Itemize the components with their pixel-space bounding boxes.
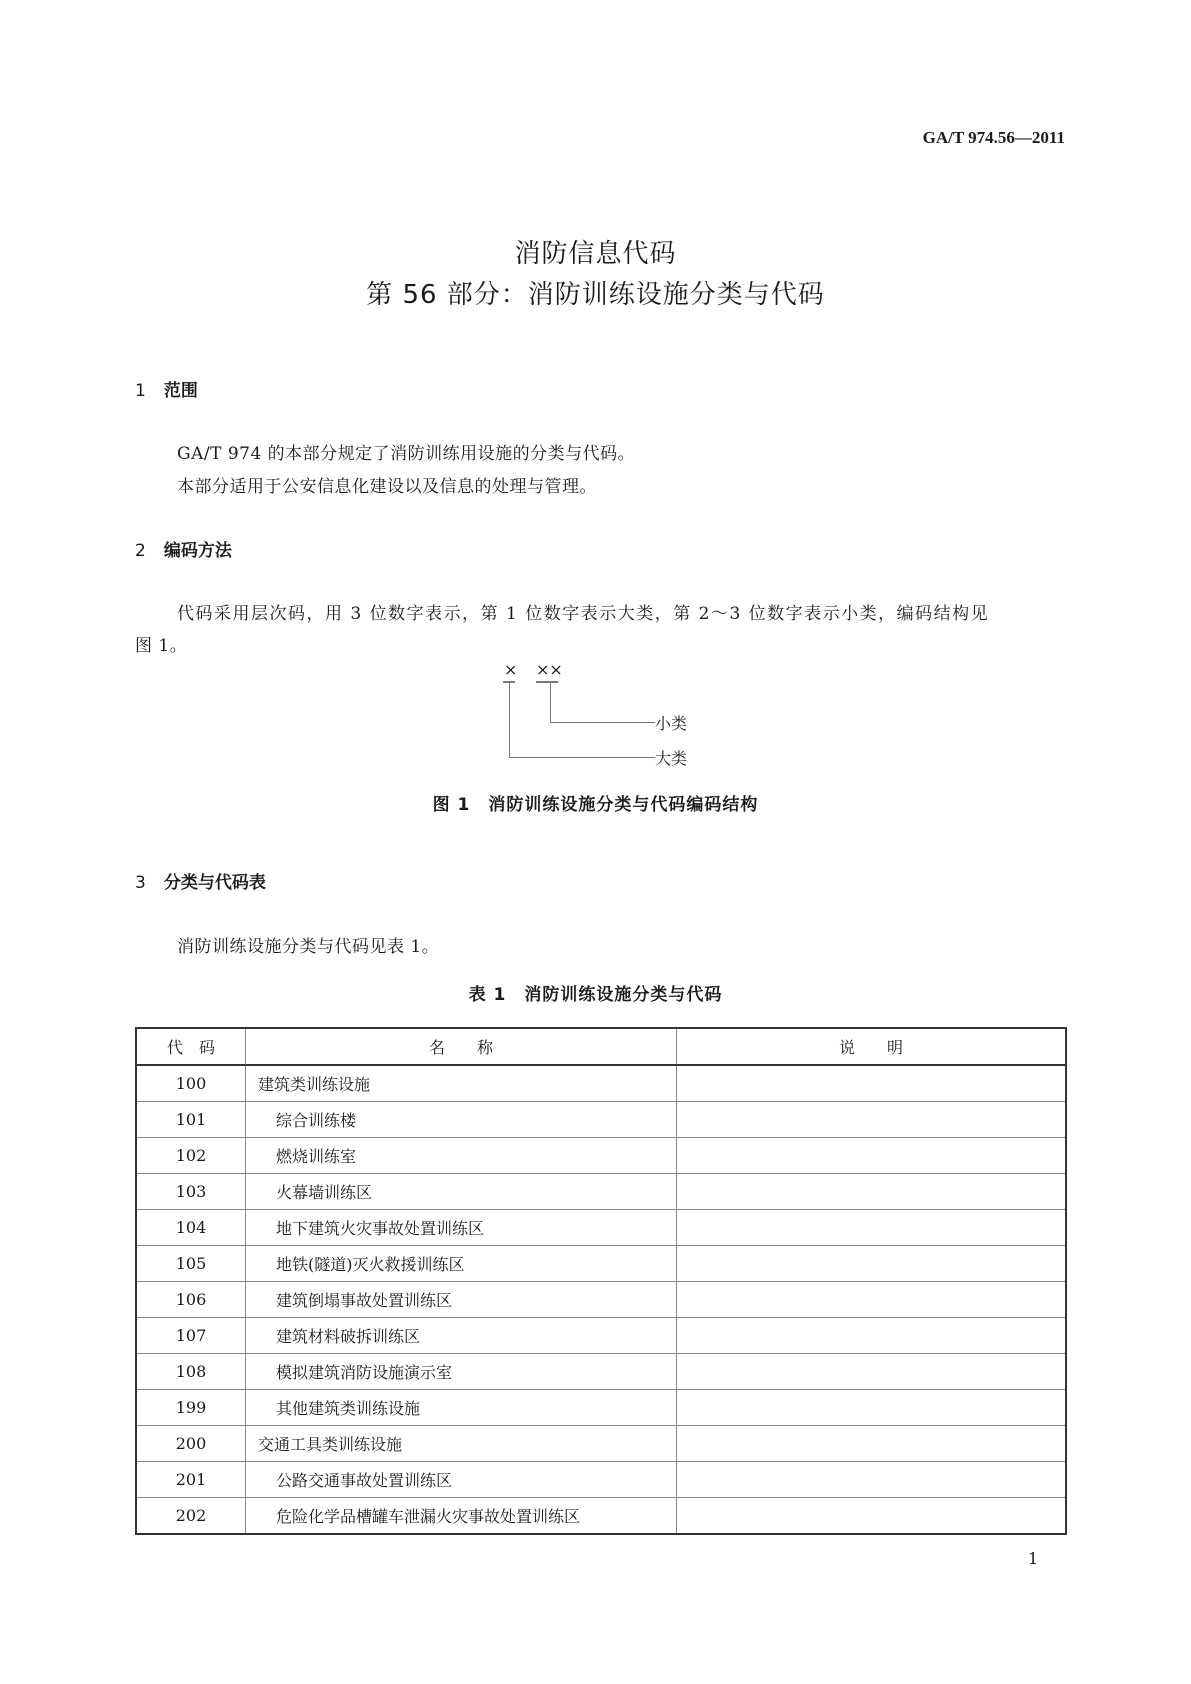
table-row (136, 1318, 1066, 1354)
code-cell: 200 (136, 1426, 246, 1462)
title-line-1: 消防信息代码 (514, 239, 677, 269)
paragraph: 本部分适用于公安信息化建设以及信息的处理与管理。 (177, 477, 597, 497)
table-row (136, 1102, 1066, 1138)
document-code: GA/T 974.56—2011 (922, 128, 1065, 147)
table-row (136, 1246, 1066, 1282)
note-cell (677, 1318, 1067, 1354)
paragraph: 代码采用层次码，用 3 位数字表示，第 1 位数字表示大类，第 2～3 位数字表示小类，编码结构见 (177, 604, 990, 624)
code-cell: 100 (136, 1065, 246, 1102)
note-cell (677, 1354, 1067, 1390)
section-title: 编码方法 (163, 541, 232, 561)
table-caption: 表 1 消防训练设施分类与代码 (468, 985, 723, 1005)
code-cell: 103 (136, 1174, 246, 1210)
figure-caption: 图 1 消防训练设施分类与代码编码结构 (432, 795, 759, 815)
name-cell: 公路交通事故处置训练区 (246, 1462, 677, 1498)
name-cell: 危险化学品槽罐车泄漏火灾事故处置训练区 (246, 1498, 677, 1535)
code-cell: 106 (136, 1282, 246, 1318)
header-code: 代 码 (136, 1028, 246, 1065)
major-class-label: 大类 (655, 749, 688, 768)
paragraph: 图 1。 (135, 636, 188, 656)
code-cell: 101 (136, 1102, 246, 1138)
table-row (136, 1390, 1066, 1426)
minor-class-label: 小类 (655, 714, 688, 733)
minor-digit-mark: ×× (536, 660, 563, 679)
table-row (136, 1174, 1066, 1210)
section-title: 范围 (163, 381, 198, 401)
name-cell: 火幕墙训练区 (246, 1174, 677, 1210)
section-2-heading (135, 536, 232, 561)
section-number: 1 (135, 381, 146, 401)
table-row (136, 1498, 1066, 1535)
section-1-heading (135, 376, 198, 401)
note-cell (677, 1498, 1067, 1535)
note-cell (677, 1065, 1067, 1102)
section-title: 分类与代码表 (163, 873, 266, 893)
paragraph: GA/T 974 的本部分规定了消防训练用设施的分类与代码。 (177, 444, 636, 464)
note-cell (677, 1282, 1067, 1318)
name-cell: 交通工具类训练设施 (246, 1426, 677, 1462)
header-note: 说 明 (677, 1028, 1067, 1065)
name-cell: 建筑材料破拆训练区 (246, 1318, 677, 1354)
code-cell: 201 (136, 1462, 246, 1498)
code-cell: 202 (136, 1498, 246, 1535)
table-row (136, 1462, 1066, 1498)
section-number: 2 (135, 541, 146, 561)
note-cell (677, 1390, 1067, 1426)
name-cell: 建筑倒塌事故处置训练区 (246, 1282, 677, 1318)
code-cell: 105 (136, 1246, 246, 1282)
header-name: 名 称 (246, 1028, 677, 1065)
classification-table (135, 1027, 1067, 1535)
name-cell: 综合训练楼 (246, 1102, 677, 1138)
table-row (136, 1426, 1066, 1462)
major-digit-mark: × (504, 660, 518, 679)
name-cell: 燃烧训练室 (246, 1138, 677, 1174)
note-cell (677, 1174, 1067, 1210)
table-row (136, 1354, 1066, 1390)
note-cell (677, 1138, 1067, 1174)
code-cell: 104 (136, 1210, 246, 1246)
name-cell: 建筑类训练设施 (246, 1065, 677, 1102)
table-row (136, 1282, 1066, 1318)
code-cell: 199 (136, 1390, 246, 1426)
title-line-2: 第 56 部分：消防训练设施分类与代码 (366, 280, 825, 310)
page-number: 1 (1028, 1549, 1039, 1568)
name-cell: 地下建筑火灾事故处置训练区 (246, 1210, 677, 1246)
name-cell: 其他建筑类训练设施 (246, 1390, 677, 1426)
code-cell: 102 (136, 1138, 246, 1174)
note-cell (677, 1210, 1067, 1246)
table-row (136, 1138, 1066, 1174)
code-structure-diagram (500, 660, 720, 770)
note-cell (677, 1426, 1067, 1462)
section-number: 3 (135, 873, 146, 893)
name-cell: 地铁(隧道)灭火救援训练区 (246, 1246, 677, 1282)
name-cell: 模拟建筑消防设施演示室 (246, 1354, 677, 1390)
table-row (136, 1210, 1066, 1246)
section-3-heading (135, 868, 266, 893)
paragraph: 消防训练设施分类与代码见表 1。 (177, 937, 440, 957)
code-cell: 107 (136, 1318, 246, 1354)
note-cell (677, 1462, 1067, 1498)
note-cell (677, 1102, 1067, 1138)
note-cell (677, 1246, 1067, 1282)
code-cell: 108 (136, 1354, 246, 1390)
table-row (136, 1065, 1066, 1102)
